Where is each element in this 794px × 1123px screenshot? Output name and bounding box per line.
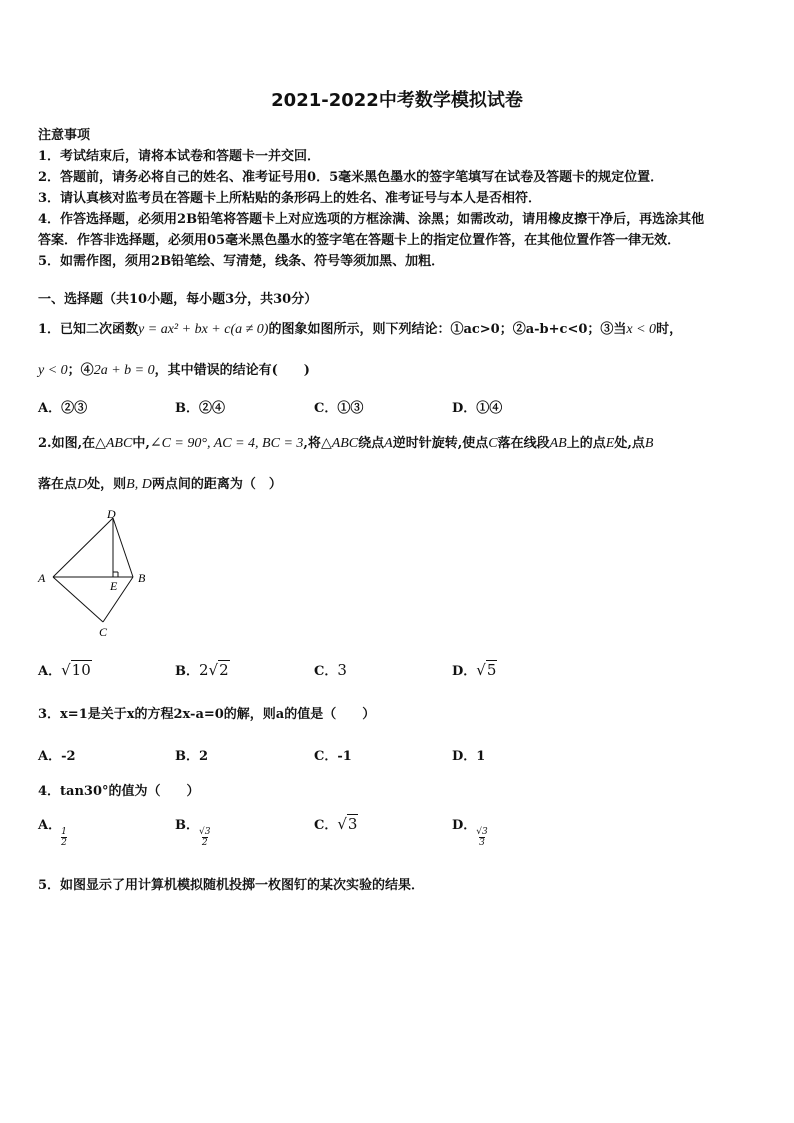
notice-item-1: 1．考试结束后，请将本试卷和答题卡一并交回． (38, 149, 321, 164)
q1-option-c[interactable]: C．①③ (314, 401, 364, 416)
q2-option-d-radicand: 5 (486, 661, 497, 679)
q4-option-a-num: 1 (61, 827, 67, 837)
q2-text-f: 落在线段 (497, 436, 550, 451)
q2-segment: AB (549, 436, 567, 451)
q1-option-d[interactable]: D．①④ (452, 401, 503, 416)
q2-text-j: 处，则 (87, 477, 127, 492)
q4-option-b[interactable] (175, 814, 210, 849)
q2-option-a[interactable] (38, 660, 92, 679)
question-1-line-2 (38, 359, 310, 379)
q2-point-e: E (605, 436, 615, 451)
triangle-figure (32, 504, 162, 640)
q2-triangle: △ABC (95, 436, 133, 451)
q2-option-d[interactable] (452, 660, 497, 679)
q2-option-b-radicand: 2 (219, 661, 229, 679)
sqrt-icon: √ (208, 661, 219, 679)
q1-option-a[interactable]: A．②③ (38, 401, 88, 416)
segment-ac (53, 577, 103, 622)
q4-option-a[interactable] (38, 814, 67, 849)
q4-option-d[interactable] (452, 814, 488, 849)
sqrt-icon: √3 (337, 815, 358, 833)
sqrt-icon: √5 (476, 661, 497, 679)
question-2-line-1 (38, 432, 653, 452)
q2-points-bd: B, D (126, 477, 152, 492)
q2-text-c: ,将 (303, 436, 321, 451)
q4-option-a-den: 2 (61, 838, 67, 848)
label-e: E (110, 579, 118, 593)
q2-option-c[interactable] (314, 660, 347, 679)
q1-end: 时， (656, 322, 683, 337)
question-5: 5．如图显示了用计算机模拟随机投掷一枚图钉的某次实验的结果． (38, 878, 425, 893)
q2-point-b: B (644, 436, 654, 451)
q4-option-c[interactable] (314, 814, 358, 833)
q3-option-a[interactable]: A．-2 (38, 749, 76, 764)
label-a: A (38, 571, 46, 585)
page-title: 2021-2022中考数学模拟试卷 (271, 90, 523, 111)
question-3: 3．x=1是关于x的方程2x-a=0的解，则a的值是（ ） (38, 707, 376, 722)
notice-item-5: 5．如需作图，须用2B铅笔绘、写清楚，线条、符号等须加黑、加粗． (38, 254, 445, 269)
q2-option-c-letter: C． (314, 664, 338, 679)
notice-heading: 注意事项 (38, 128, 91, 143)
q1-mid: 的图象如图所示，则下列结论：①ac>0；②a-b+c<0；③当 (268, 322, 627, 337)
q4-option-b-den: 2 (201, 838, 208, 848)
segment-cb (103, 577, 133, 622)
q3-option-d[interactable]: D．1 (452, 749, 486, 764)
q1-line2-text: ；④ (67, 363, 94, 378)
q2-point-a: A (384, 436, 393, 451)
q2-point-d: D (77, 477, 88, 492)
q4-option-b-fraction (199, 827, 210, 849)
q1-equation: 2a + b = 0 (93, 363, 155, 378)
q2-option-b-letter: B． (175, 664, 199, 679)
q2-text-k: 两点间的距离为（ ） (151, 477, 282, 492)
q2-option-c-value: 3 (337, 661, 347, 679)
q1-function: y = ax² + bx + c(a ≠ 0) (138, 322, 269, 337)
q2-point-c: C (488, 436, 498, 451)
q2-conditions: ∠C = 90°, AC = 4, BC = 3 (149, 436, 304, 451)
q1-line2-end: ，其中错误的结论有( ) (154, 363, 310, 378)
notice-item-4: 4．作答选择题，必须用2B铅笔将答题卡上对应选项的方框涂满、涂黑；如需改动，请用橡皮擦干净后，再选涂其他 (38, 212, 705, 227)
question-2-line-2 (38, 473, 282, 493)
q4-option-d-den: 3 (479, 838, 485, 848)
q1-condition: x < 0 (626, 322, 657, 337)
label-c: C (99, 625, 108, 639)
q3-option-c[interactable]: C．-1 (314, 749, 352, 764)
q2-text-g: 上的点 (566, 436, 606, 451)
q2-option-b-value (199, 660, 230, 679)
segment-db (113, 518, 133, 577)
q1-option-b[interactable]: B．②④ (175, 401, 225, 416)
label-d: D (107, 507, 116, 521)
section-heading: 一、选择题（共10小题，每小题3分，共30分） (38, 292, 318, 307)
q2-option-b[interactable] (175, 660, 230, 679)
q3-option-b[interactable]: B．2 (175, 749, 209, 764)
q4-option-a-fraction (61, 827, 67, 849)
q4-option-c-letter: C． (314, 818, 338, 833)
q1-y-condition: y < 0 (38, 363, 68, 378)
q4-option-c-radicand: 3 (347, 815, 358, 833)
q4-option-d-fraction (476, 827, 487, 849)
notice-item-4-cont: 答案．作答非选择题，必须用05毫米黑色墨水的签字笔在答题卡上的指定位置作答，在其他位置作答一律无效． (38, 233, 681, 248)
q2-text-i: 落在点 (38, 477, 78, 492)
question-4: 4．tan30°的值为（ ） (38, 784, 200, 799)
q2-text-a: 2.如图,在 (38, 436, 96, 451)
notice-item-2: 2．答题前，请务必将自己的姓名、准考证号用0．5毫米黑色墨水的签字笔填写在试卷及答题卡的规定位置． (38, 170, 664, 185)
q4-option-a-letter: A． (38, 818, 62, 833)
sqrt-icon: √10 (61, 661, 91, 679)
q2-text-d: 绕点 (358, 436, 385, 451)
q4-option-b-letter: B． (175, 818, 199, 833)
label-b: B (138, 571, 146, 585)
q4-option-b-num: √3 (199, 827, 211, 837)
q2-text-e: 逆时针旋转,使点 (392, 436, 489, 451)
q2-option-a-radicand: 10 (71, 661, 91, 679)
q2-option-a-letter: A． (38, 664, 62, 679)
q2-text-b: 中, (132, 436, 150, 451)
q4-option-d-num: √3 (476, 827, 488, 837)
q2-text-h: 处,点 (614, 436, 645, 451)
q2-option-b-coef: 2 (199, 661, 209, 679)
question-1-line-1 (38, 318, 682, 338)
q2-triangle-2: △ABC (320, 436, 359, 451)
q1-prefix: 1．已知二次函数 (38, 322, 139, 337)
q2-option-d-letter: D． (452, 664, 477, 679)
notice-item-3: 3．请认真核对监考员在答题卡上所粘贴的条形码上的姓名、准考证号与本人是否相符． (38, 191, 542, 206)
segment-ad (53, 518, 113, 577)
q4-option-d-letter: D． (452, 818, 477, 833)
